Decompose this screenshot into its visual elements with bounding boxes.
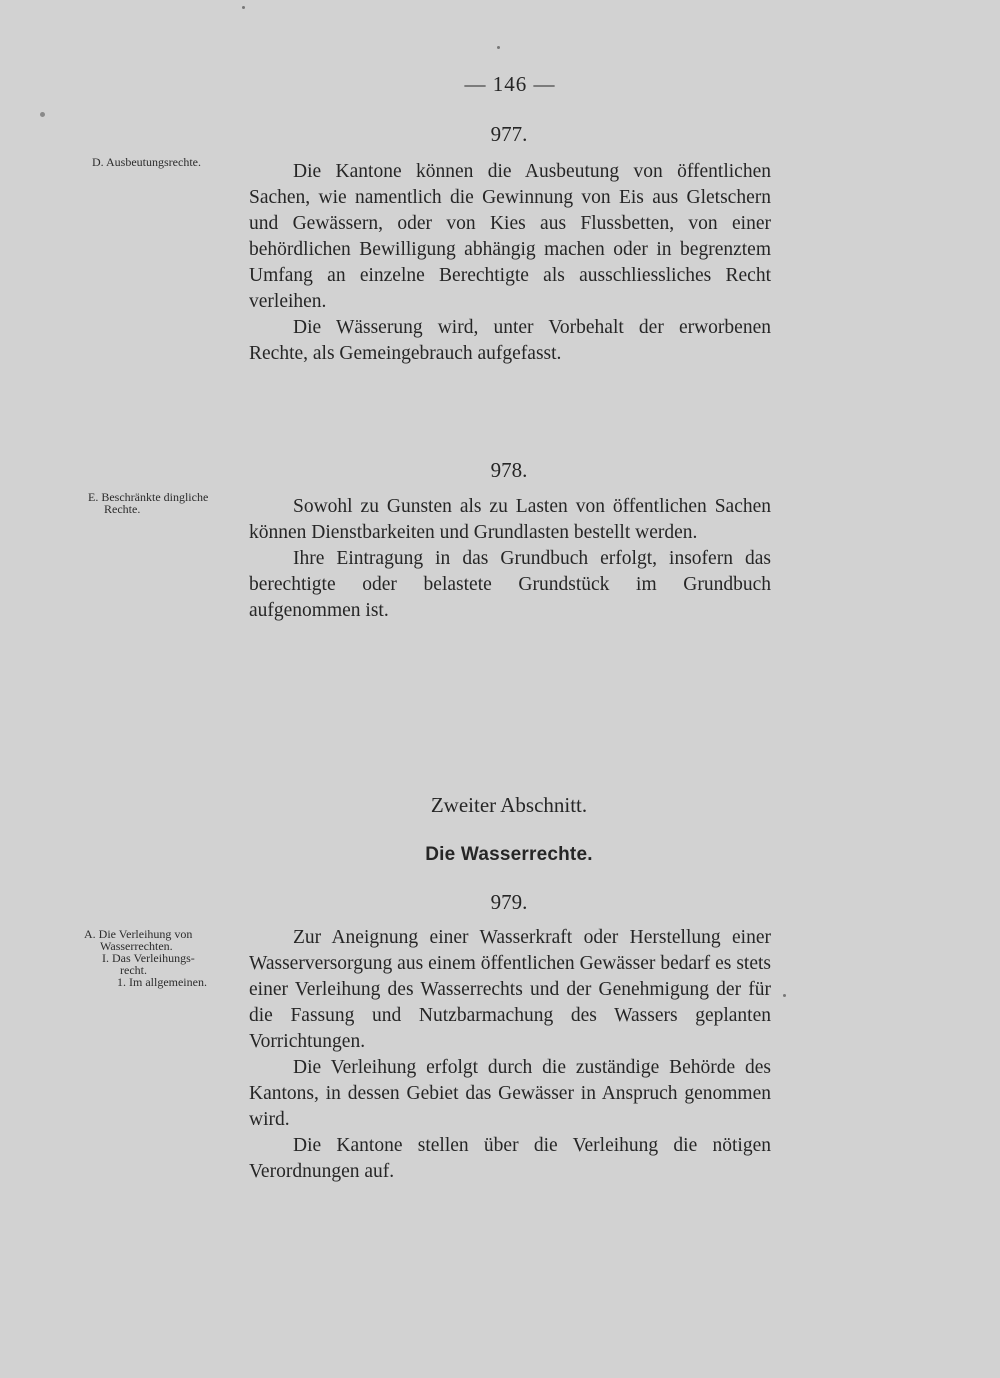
article-text-979 [249, 925, 771, 1185]
scan-speck [242, 6, 245, 9]
paragraph: Die Kantone können die Ausbeutung von öffentlichen Sachen, wie namentlich die Gewinnung von Eis aus Gletschern und Gewässern, oder von Kies aus Flussbetten, von einer behördlichen Bewilligung abhängig machen oder in begrenztem Umfang an einzelne Berechtigte als ausschliessliches Recht verleihen. [249, 161, 771, 312]
article-number-979: 979. [490, 890, 528, 914]
paragraph: Ihre Eintragung in das Grundbuch erfolgt, insofern das berechtigte oder belastete Grundstück im Grundbuch aufgenommen ist. [249, 548, 771, 621]
article-text-977 [249, 159, 771, 367]
paragraph: Die Wässerung wird, unter Vorbehalt der erworbenen Rechte, als Gemeingebrauch aufgefasst. [249, 317, 771, 364]
margin-note-line: Wasserrechten. [100, 939, 173, 953]
article-number-978: 978. [490, 458, 528, 482]
scan-speck [783, 994, 786, 997]
paragraph: Sowohl zu Gunsten als zu Lasten von öffentlichen Sachen können Dienstbarkeiten und Grundlasten bestellt werden. [249, 496, 771, 543]
margin-note-978 [88, 491, 208, 515]
margin-note-line: I. Das Verleihungs- [102, 951, 195, 965]
article-text-978 [249, 494, 771, 624]
margin-note-977 [92, 156, 201, 168]
paragraph: Zur Aneignung einer Wasserkraft oder Herstellung einer Wasserversorgung aus einem öffentlichen Gewässer bedarf es stets einer Verleihung des Wasserrechts und der Genehmigung der für die Fassung und Nutzbarmachung des Wassers geplanten Vorrichtungen. [249, 927, 771, 1052]
page-number: — 146 — [464, 72, 556, 96]
scan-speck [40, 112, 45, 117]
margin-note-line: recht. [120, 963, 147, 977]
margin-note-line: E. Beschränkte dingliche [88, 490, 209, 504]
margin-note-line: A. Die Verleihung von [84, 927, 193, 941]
margin-note-line: D. Ausbeutungsrechte. [92, 155, 201, 169]
margin-note-line: Rechte. [104, 502, 141, 516]
paragraph: Die Verleihung erfolgt durch die zuständige Behörde des Kantons, in dessen Gebiet das Gewässer in Anspruch genommen wird. [249, 1057, 771, 1130]
section-subtitle: Die Wasserrechte. [425, 844, 593, 865]
article-number-977: 977. [490, 122, 528, 146]
section-title: Zweiter Abschnitt. [430, 793, 588, 817]
margin-note-line: 1. Im allgemeinen. [117, 975, 207, 989]
scan-speck [497, 46, 500, 49]
margin-note-979 [84, 928, 207, 988]
paragraph: Die Kantone stellen über die Verleihung die nötigen Verordnungen auf. [249, 1135, 771, 1182]
